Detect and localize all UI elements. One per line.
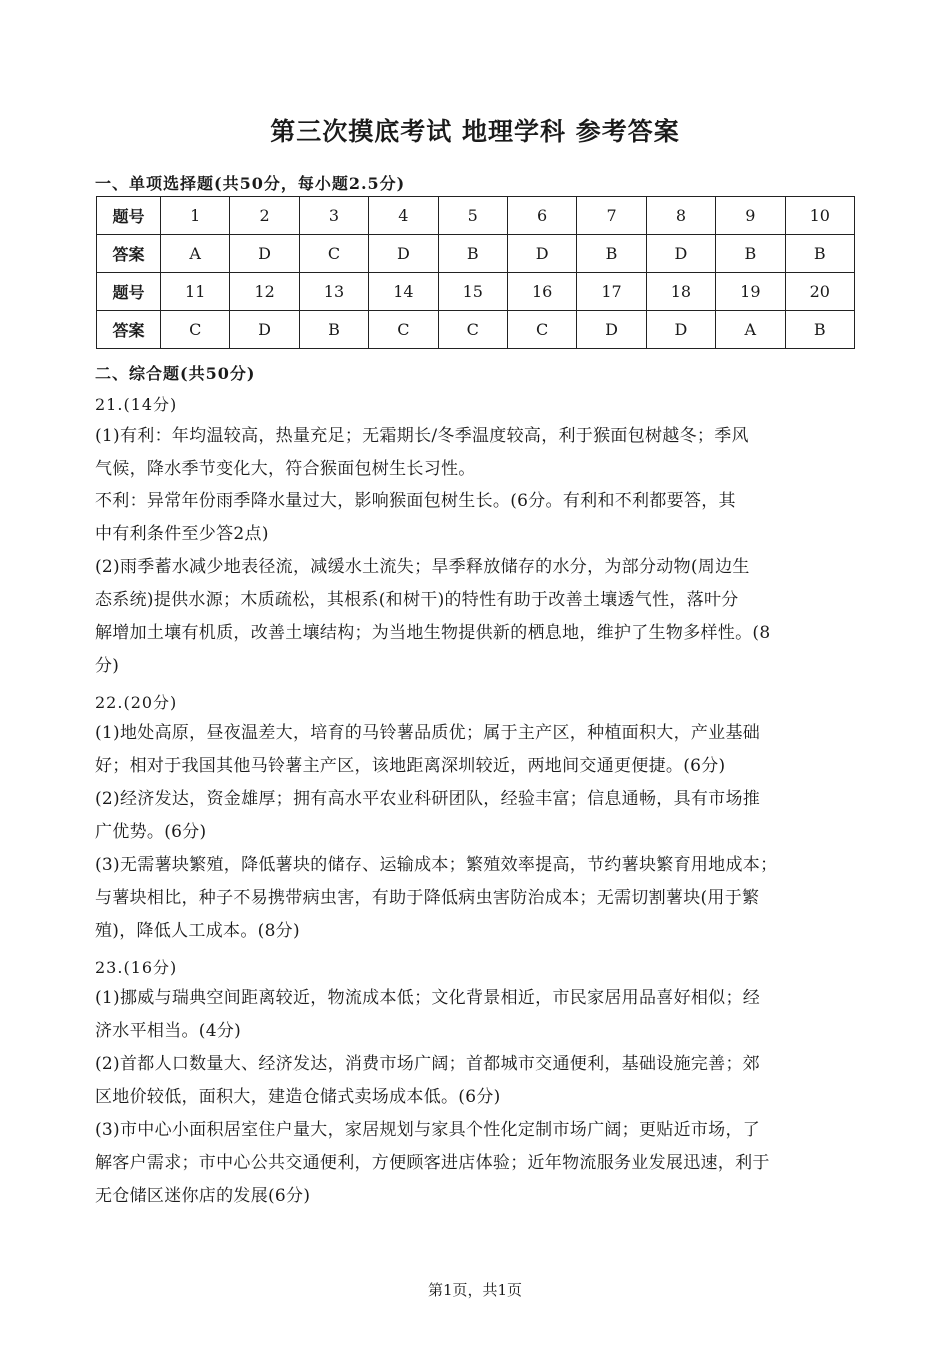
text-line: 区地价较低，面积大，建造仓储式卖场成本低。(6分) xyxy=(95,1087,501,1107)
question-number: 6 xyxy=(507,197,576,235)
question-number: 4 xyxy=(369,197,438,235)
question-number: 8 xyxy=(646,197,715,235)
page-footer: 第1页，共1页 xyxy=(427,1281,523,1299)
text-line: 不利：异常年份雨季降水量过大，影响猴面包树生长。(6分。有利和不利都要答，其 xyxy=(95,491,736,511)
answer-cell: C xyxy=(507,311,576,349)
answer-cell: B xyxy=(299,311,368,349)
answer-cell: D xyxy=(646,311,715,349)
answer-cell: C xyxy=(299,235,368,273)
text-line: (3)市中心小面积居室住户量大，家居规划与家具个性化定制市场广阔；更贴近市场，了 xyxy=(95,1120,761,1140)
text-line: 分) xyxy=(95,656,120,676)
row-label-question: 题号 xyxy=(97,197,161,235)
text-line: 气候，降水季节变化大，符合猴面包树生长习性。 xyxy=(95,459,476,479)
text-line: 济水平相当。(4分) xyxy=(95,1021,242,1041)
text-line: 解客户需求；市中心公共交通便利，方便顾客进店体验；近年物流服务业发展迅速，利于 xyxy=(95,1153,770,1173)
text-line: 态系统)提供水源；木质疏松，其根系(和树干)的特性有助于改善土壤透气性，落叶分 xyxy=(95,590,739,610)
question-number: 19 xyxy=(716,273,785,311)
text-line: (1)挪威与瑞典空间距离较近，物流成本低；文化背景相近，市民家居用品喜好相似；经 xyxy=(95,988,761,1008)
text-line: 与薯块相比，种子不易携带病虫害，有助于降低病虫害防治成本；无需切割薯块(用于繁 xyxy=(95,888,760,908)
question-number: 18 xyxy=(646,273,715,311)
page-title: 第三次摸底考试 地理学科 参考答案 xyxy=(270,117,680,146)
text-line: (1)地处高原，昼夜温差大，培育的马铃薯品质优；属于主产区，种植面积大，产业基础 xyxy=(95,723,761,743)
answer-cell: D xyxy=(230,311,299,349)
text-line: 好；相对于我国其他马铃薯主产区，该地距离深圳较近，两地间交通更便捷。(6分) xyxy=(95,756,726,776)
question-number: 12 xyxy=(230,273,299,311)
text-line: (2)首都人口数量大、经济发达，消费市场广阔；首都城市交通便利，基础设施完善；郊 xyxy=(95,1054,761,1074)
answer-cell: B xyxy=(785,311,854,349)
answer-cell: D xyxy=(507,235,576,273)
answer-cell: B xyxy=(438,235,507,273)
question-number: 15 xyxy=(438,273,507,311)
question-number: 1 xyxy=(161,197,230,235)
question-number: 2 xyxy=(230,197,299,235)
text-line: (1)有利：年均温较高，热量充足；无霜期长/冬季温度较高，利于猴面包树越冬；季风 xyxy=(95,426,749,446)
section1-heading: 一、单项选择题(共50分，每小题2.5分) xyxy=(95,174,406,193)
question-21-heading: 21.(14分) xyxy=(95,395,178,414)
text-line: 解增加土壤有机质，改善土壤结构；为当地生物提供新的栖息地，维护了生物多样性。(8 xyxy=(95,623,771,643)
table-row-answers-2 xyxy=(97,311,855,349)
question-number: 14 xyxy=(369,273,438,311)
text-line: (2)雨季蓄水减少地表径流，减缓水土流失；旱季释放储存的水分，为部分动物(周边生 xyxy=(95,557,750,577)
text-line: 无仓储区迷你店的发展(6分) xyxy=(95,1186,311,1206)
row-label-answer: 答案 xyxy=(97,235,161,273)
row-label-answer: 答案 xyxy=(97,311,161,349)
question-number: 13 xyxy=(299,273,368,311)
answer-cell: C xyxy=(438,311,507,349)
answer-cell: A xyxy=(716,311,785,349)
question-22-heading: 22.(20分) xyxy=(95,693,178,712)
section2-heading: 二、综合题(共50分) xyxy=(95,364,256,383)
question-number: 17 xyxy=(577,273,646,311)
text-line: 广优势。(6分) xyxy=(95,822,207,842)
answer-cell: D xyxy=(577,311,646,349)
question-number: 5 xyxy=(438,197,507,235)
text-line: (3)无需薯块繁殖，降低薯块的储存、运输成本；繁殖效率提高，节约薯块繁育用地成本； xyxy=(95,855,778,875)
table-row-questions-2 xyxy=(97,273,855,311)
answer-table xyxy=(96,196,855,349)
question-number: 16 xyxy=(507,273,576,311)
answer-cell: B xyxy=(577,235,646,273)
answer-cell: C xyxy=(161,311,230,349)
text-line: 中有利条件至少答2点) xyxy=(95,524,269,544)
answer-cell: B xyxy=(716,235,785,273)
question-23-heading: 23.(16分) xyxy=(95,958,178,977)
table-row-questions-1 xyxy=(97,197,855,235)
table-row-answers-1 xyxy=(97,235,855,273)
question-number: 11 xyxy=(161,273,230,311)
answer-cell: B xyxy=(785,235,854,273)
row-label-question: 题号 xyxy=(97,273,161,311)
answer-cell: A xyxy=(161,235,230,273)
question-number: 7 xyxy=(577,197,646,235)
text-line: 殖)，降低人工成本。(8分) xyxy=(95,921,300,941)
question-number: 20 xyxy=(785,273,854,311)
question-number: 9 xyxy=(716,197,785,235)
answer-cell: D xyxy=(646,235,715,273)
answer-cell: D xyxy=(230,235,299,273)
answer-cell: D xyxy=(369,235,438,273)
answer-cell: C xyxy=(369,311,438,349)
question-number: 10 xyxy=(785,197,854,235)
question-number: 3 xyxy=(299,197,368,235)
text-line: (2)经济发达，资金雄厚；拥有高水平农业科研团队，经验丰富；信息通畅，具有市场推 xyxy=(95,789,761,809)
